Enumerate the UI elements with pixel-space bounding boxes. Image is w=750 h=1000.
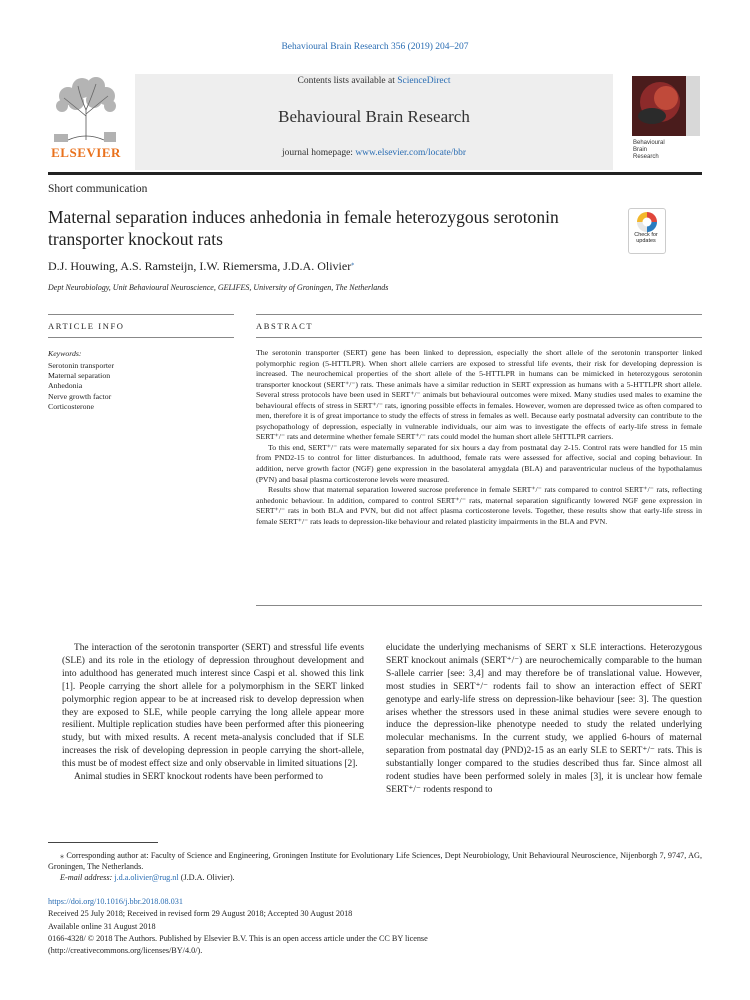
body-left-column	[62, 642, 364, 784]
cover-caption-line: Behavioural	[633, 140, 665, 146]
body-right-column	[386, 642, 702, 797]
homepage-line	[135, 148, 613, 158]
doi-link[interactable]: https://doi.org/10.1016/j.bbr.2018.08.031	[48, 897, 183, 906]
abstract-text	[256, 348, 702, 527]
contents-prefix: Contents lists available at	[297, 76, 398, 86]
keyword: Anhedonia	[48, 381, 83, 391]
header-rule	[48, 172, 702, 175]
keyword: Serotonin transporter	[48, 361, 115, 370]
article-type: Short communication	[48, 183, 148, 195]
article-title: Maternal separation induces anhedonia in female heterozygous serotonin transporter knockout rats	[48, 207, 559, 249]
email-line	[48, 872, 702, 883]
abstract-paragraph: The serotonin transporter (SERT) gene has been linked to depression, especially the short allele of the serotonin transporter linked polymorphic region (5-HTTLPR). When short allele carriers are exposed to stressful life events, their risk for developing depression is increased. The neurochemical properties of the short allele of the 5-HTTLPR in humans can be mimicked in heterozygous serotonin transporter knockout (SERT⁺/⁻) rats. These animals have a similar reduction in SERT expression as humans with a 5-HTTLPR short allele. Several stress protocols have been used in SERT⁺/⁻ animals but behavioural outcomes were mixed. Many studies used males to examine the behavioural effects of stress in SERT⁺/⁻ rats, ignoring possible effects in females. However, women are depressed twice as often compared to men, therefore it is of great importance to study the effects of stress in females as well. Because early postnatal adversity can contribute to the psychopathology of depression, especially in vulnerable individuals, our aim was to investigate the effects of early-life stress in female SERT⁺/⁻ rats and determine whether female SERT⁺/⁻ rats could model the human short allele 5HTTLPR carriers.	[256, 348, 702, 442]
abstract-paragraph: Results show that maternal separation lowered sucrose preference in female SERT⁺/⁻ rats compared to control SERT⁺/⁻ rats, reflecting anhedonic behaviour. In addition, compared to control SERT⁺/⁻ rats, maternal separation significantly lowered NGF gene expression in SERT⁺/⁻ rats in both BLA and PVN, but did not affect plasma corticosterone levels. Together, these results show that early-life stress in female SERT⁺/⁻ rats leads to depression-like behaviour and related plasticity impairments in the BLA and PVN.	[256, 485, 702, 526]
keyword: Maternal separation	[48, 371, 111, 381]
email-label: E-mail address:	[60, 873, 113, 882]
cover-caption-line: Brain	[633, 147, 648, 153]
keyword: Corticosterone	[48, 401, 94, 411]
publication-meta	[48, 896, 702, 957]
journal-reference[interactable]: Behavioural Brain Research 356 (2019) 204–207	[281, 42, 469, 52]
abstract-top-rule	[256, 314, 702, 315]
cover-caption	[633, 140, 683, 161]
affiliation: Dept Neurobiology, Unit Behavioural Neuroscience, GELIFES, University of Groningen, The Netherlands	[48, 283, 389, 292]
email-link[interactable]: j.d.a.olivier@rug.nl	[114, 873, 179, 882]
license-url[interactable]: (http://creativecommons.org/licenses/BY/4.0/).	[48, 946, 203, 956]
keywords-label: Keywords:	[48, 349, 82, 358]
author-list	[48, 259, 354, 274]
corresponding-author-mark[interactable]: ⁎	[351, 261, 355, 267]
keyword: Nerve growth factor	[48, 391, 112, 401]
corresponding-author-note: ⁎ Corresponding author at: Faculty of Science and Engineering, Groningen Institute for Evolutionary Life Sciences, Dept Neurobiology, Unit Behavioural Neuroscience, Nijenborgh 7, 9747, AG, Groningen, The Netherlands.	[48, 851, 702, 871]
journal-name: Behavioural Brain Research	[278, 107, 470, 126]
body-paragraph: Animal studies in SERT knockout rodents have been performed to	[74, 772, 323, 783]
abstract-paragraph: To this end, SERT⁺/⁻ rats were maternally separated for six hours a day from postnatal day 2-15. Control rats were handled for 15 min from PND2-15 to control for litter disturbances. In adulthood, female rats were assessed for affective, social and coping behaviour. In addition, nerve growth factor (NGF) gene expression in the basolateral amygdala (BLA) and paraventricular nucleus of the hypothalamus (PVN) and basal plasma corticosterone levels were measured.	[256, 442, 702, 484]
article-info-heading: ARTICLE INFO	[48, 321, 125, 331]
body-paragraph: elucidate the underlying mechanisms of SERT x SLE interactions. Heterozygous SERT knockout animals (SERT⁺/⁻) are neurochemically comparable to the human S-allele carrier [see: 3,4] and may therefore be of translational value. However, most studies in SERT⁺/⁻ rodents fail to show an interaction effect of SERT genotype and early-life stress on depression-like behaviour [see: 3]. The question arises whether the stressors used in these animal studies were severe enough to induce the depression-like phenotype needed to study the related underlying molecular mechanisms. In the current study, we applied 6-hours of maternal separation from postnatal day (PND)2-15 as an early SLE to SERT⁺/⁻ rats. This is substantially longer compared to the studies described thus far. Since almost all rodent studies have been performed solely in males [3], it is unclear how female SERT⁺/⁻ rodents respond to	[386, 643, 702, 795]
footnote-rule	[48, 842, 158, 843]
keyword-list	[48, 361, 114, 412]
info-top-rule	[48, 314, 234, 315]
sciencedirect-link[interactable]: ScienceDirect	[397, 76, 451, 86]
homepage-prefix: journal homepage:	[281, 148, 356, 158]
abstract-heading: ABSTRACT	[256, 321, 314, 331]
body-paragraph: The interaction of the serotonin transporter (SERT) and stressful life events (SLE) and its role in the etiology of depression throughout development and into adulthood has generated much interest since Caspi et al. showed this link [1]. People carrying the short allele for a polymorphism in the SERT linked polymorphic region appear to be at increased risk to develop depression when they are exposed to SLE, while people carrying the long allele appear more resilient. Multiple replication studies have been performed after this pioneering study, but with mixed results. A recent meta-analysis concluded that if SLE increases the risk of developing depression in people carrying the short-allele, this must be of modest effect size and only observable in limited situations [2].	[62, 643, 364, 770]
email-owner: (J.D.A. Olivier).	[180, 873, 235, 882]
license-text: 0166-4328/ © 2018 The Authors. Published by Elsevier B.V. This is an open access article under the CC BY license	[48, 933, 428, 943]
received-dates: Received 25 July 2018; Received in revised form 29 August 2018; Accepted 30 August 2018	[48, 909, 353, 919]
abstract-end-rule	[256, 605, 702, 606]
crossmark-label[interactable]: Check for updates	[634, 232, 658, 244]
contents-line	[135, 76, 613, 86]
homepage-link[interactable]: www.elsevier.com/locate/bbr	[355, 148, 467, 158]
crossmark-badge[interactable]	[628, 208, 666, 254]
author-names: D.J. Houwing, A.S. Ramsteijn, I.W. Riemersma, J.D.A. Olivier	[48, 259, 352, 273]
elsevier-wordmark: ELSEVIER	[51, 145, 121, 160]
footnote	[48, 850, 702, 883]
online-date: Available online 31 August 2018	[48, 921, 156, 931]
abstract-bottom-rule	[256, 337, 702, 338]
cover-caption-line: Research	[633, 154, 659, 160]
info-bottom-rule	[48, 337, 234, 338]
